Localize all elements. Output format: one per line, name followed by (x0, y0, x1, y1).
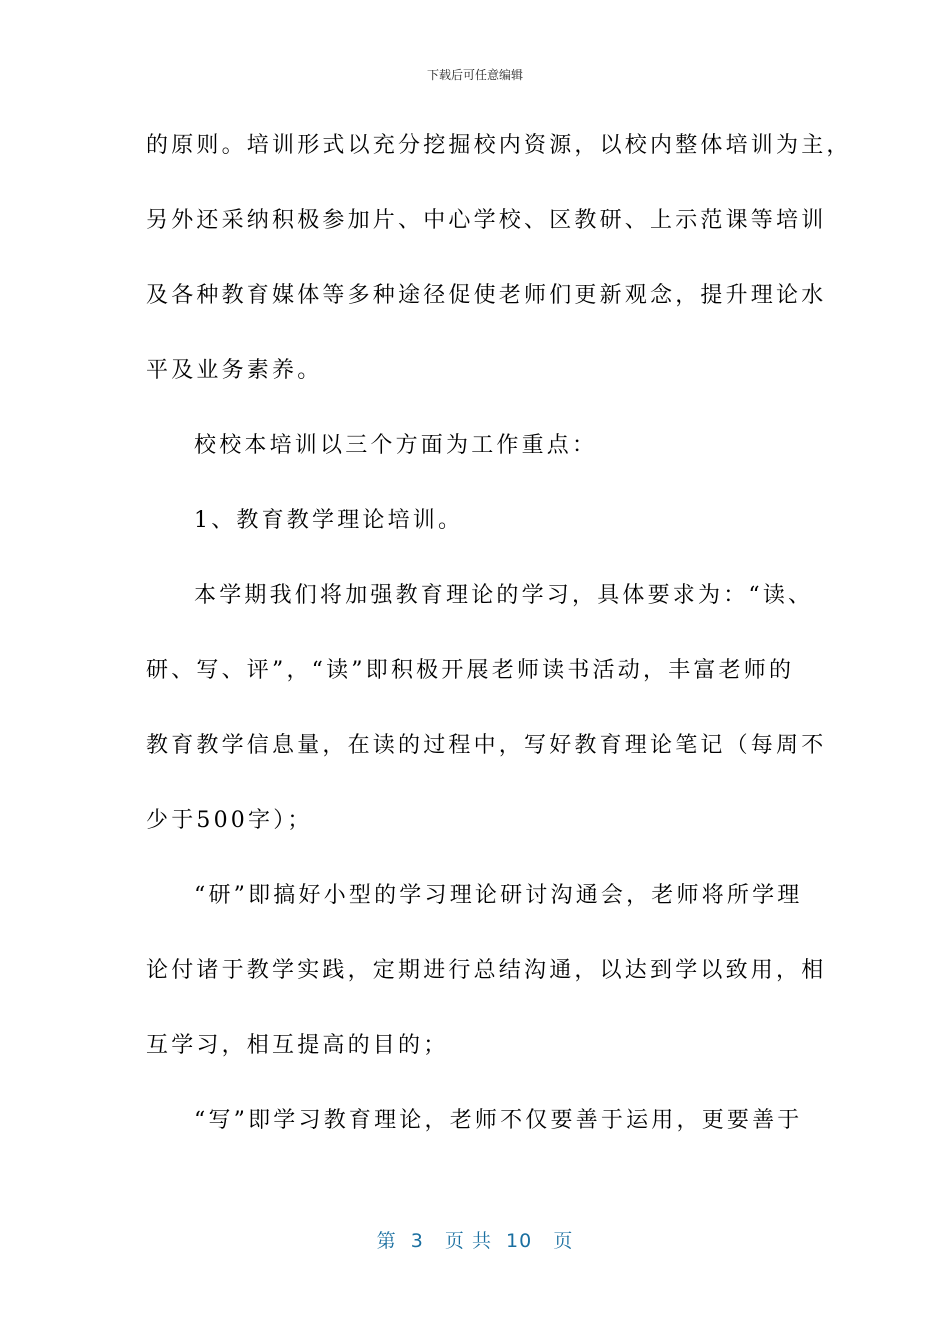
text-line: 少于500字）； (146, 808, 313, 833)
text-line: 1、教育教学理论培训。 (194, 508, 464, 533)
text-line: 平及业务素养。 (146, 358, 323, 383)
text-line: 的原则。培训形式以充分挖掘校内资源，以校内整体培训为主， (146, 133, 852, 158)
text-line: “研”即搞好小型的学习理论研讨沟通会，老师将所学理 (194, 883, 803, 908)
text-line: 研、写、评”，“读”即积极开展老师读书活动，丰富老师的 (146, 658, 795, 683)
page-header: 下载后可任意编辑 (426, 68, 523, 82)
text-line: 互学习，相互提高的目的； (146, 1033, 449, 1058)
document-body (146, 120, 852, 1170)
text-line: 及各种教育媒体等多种途径促使老师们更新观念，提升理论水 (146, 283, 827, 308)
text-line: “写”即学习教育理论，老师不仅要善于运用，更要善于 (194, 1108, 803, 1133)
text-line: 校校本培训以三个方面为工作重点： (194, 433, 598, 458)
page-number-footer: 第 3 页 共 10 页 (376, 1230, 574, 1252)
text-line: 论付诸于教学实践，定期进行总结沟通，以达到学以致用，相 (146, 958, 827, 983)
text-line: 本学期我们将加强教育理论的学习，具体要求为：“读、 (194, 583, 814, 608)
text-line: 另外还采纳积极参加片、中心学校、区教研、上示范课等培训 (146, 208, 827, 233)
text-line: 教育教学信息量，在读的过程中，写好教育理论笔记（每周不 (146, 733, 827, 758)
